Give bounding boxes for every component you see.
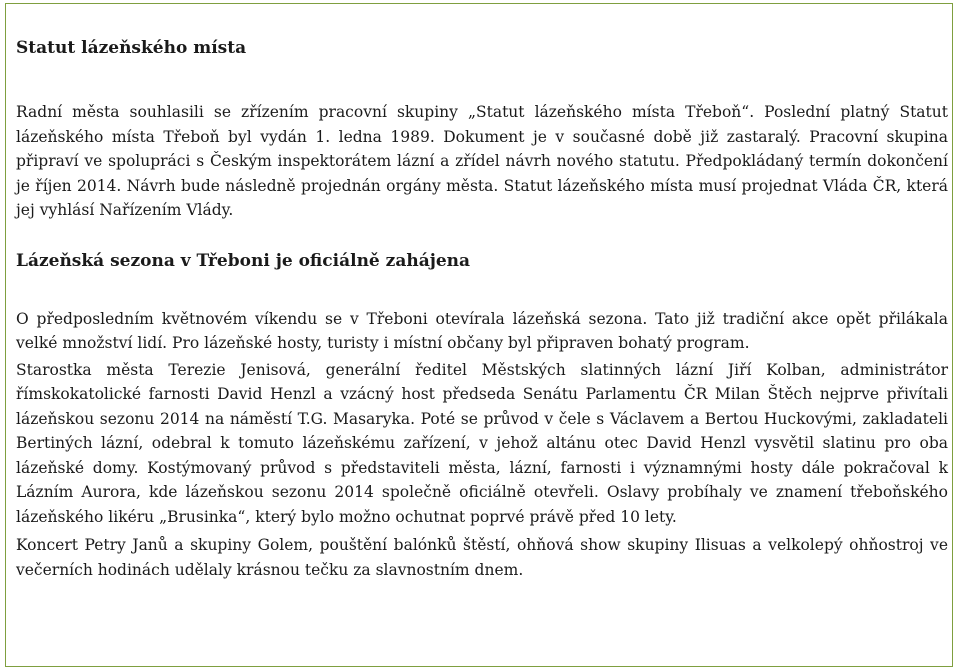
section-heading-sezona: Lázeňská sezona v Třeboni je oficiálně zahájena: [16, 250, 471, 271]
paragraph-statut: Radní města souhlasili se zřízením pracovní skupiny „Statut lázeňského místa Třeboň“. Poslední platný Statut lázeňského místa Třeboň byl vydán 1. ledna 1989. Dokument je v současné době již zastaralý. Pracovní skupina připraví ve spolupráci s Českým inspektorátem lázní a zřídel návrh nového statutu. Předpokládaný termín dokončení je říjen 2014. Návrh bude následně projednán orgány města. Statut lázeňského místa musí projednat Vláda ČR, která jej vyhlásí Nařízením Vlády.: [16, 103, 948, 219]
paragraph-sezona-koncert: Koncert Petry Janů a skupiny Golem, pouštění balónků štěstí, ohňová show skupiny Ilisuas a velkolepý ohňostroj ve večerních hodinách udělaly krásnou tečku za slavnostním dnem.: [16, 536, 948, 579]
document-body: [16, 36, 948, 582]
section-heading-statut: Statut lázeňského místa: [16, 38, 247, 58]
paragraph-sezona-intro: O předposledním květnovém víkendu se v Třeboni otevírala lázeňská sezona. Tato již tradiční akce opět přilákala velké množství lidí. Pro lázeňské hosty, turisty i místní občany byl připraven bohatý program.: [16, 309, 948, 352]
paragraph-sezona-program: Starostka města Terezie Jenisová, generální ředitel Městských slatinných lázní Jiří Kolban, administrátor římskokatolické farnosti David Henzl a vzácný host předseda Senátu Parlamentu ČR Milan Štěch nejprve přivítali lázeňskou sezonu 2014 na náměstí T.G. Masaryka. Poté se průvod v čele s Václavem a Bertou Huckovými, zakladateli Bertiných lázní, odebral k tomuto lázeňskému zařízení, v jehož altánu otec David Henzl vysvětil slatinu pro oba lázeňské domy. Kostýmovaný průvod s představiteli města, lázní, farnosti i významnými hosty dále pokračoval k Lázním Aurora, kde lázeňskou sezonu 2014 společně oficiálně otevřeli. Oslavy probíhaly ve znamení třeboňského lázeňského likéru „Brusinka“, který bylo možno ochutnat poprvé právě před 10 lety.: [16, 360, 948, 526]
